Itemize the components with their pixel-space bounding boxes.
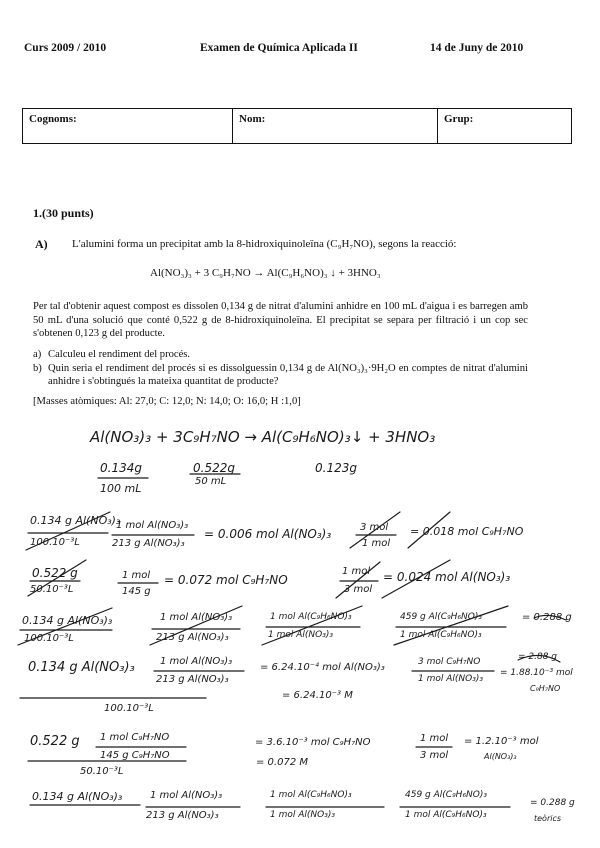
hw-r5-res2: = 1.2.10⁻³ mol [464, 736, 539, 747]
surname-field[interactable]: Cognoms: [23, 109, 233, 143]
cross-out [262, 606, 362, 645]
hw-r3-f2-den: 1 mol Al(NO₃)₃ [268, 630, 333, 640]
hw-r1-den: 100.10⁻³L [30, 537, 80, 548]
hw-r3-f3-num: 459 g Al(C₉H₆NO)₃ [400, 612, 482, 622]
hw-r3-f1-den: 213 g Al(NO₃)₃ [156, 632, 229, 643]
hw-r5-res2-b: Al(NO₃)₃ [484, 752, 517, 761]
spacer [200, 512, 270, 548]
hw-r4-f2-num: 3 mol C₉H₇NO [418, 657, 481, 667]
hw-r2-den: 50.10⁻³L [30, 584, 74, 595]
hw-r5-f1-num: 1 mol C₉H₇NO [100, 732, 170, 743]
strike-mark [534, 615, 566, 620]
hw-r3-num: 0.134 g Al(NO₃)₃ [22, 614, 113, 627]
hw-r4-side1: = 2.88 g [518, 652, 558, 662]
question-title: 1.(30 punts) [33, 206, 94, 220]
hw-r1-res: = 0.006 mol Al(NO₃)₃ [204, 527, 332, 541]
hw-r2-f2-den: 3 mol [344, 584, 373, 595]
hw-r4-f1-num: 1 mol Al(NO₃)₃ [160, 656, 233, 667]
hw-given-1-den: 100 mL [100, 482, 142, 495]
strike-mark [518, 655, 560, 662]
hw-r5-f2-num: 1 mol [420, 733, 449, 744]
hw-r5-f1-den: 145 g C₉H₇NO [100, 750, 170, 761]
hw-r4-den: 100.10⁻³L [104, 703, 154, 714]
hw-given-2-den: 50 mL [195, 476, 227, 487]
hw-r2-f1-den: 145 g [122, 586, 151, 597]
hw-r3-f2-num: 1 mol Al(C₉H₆NO)₃ [270, 612, 352, 622]
cross-out [382, 560, 450, 598]
hw-r1-res2: = 0.018 mol C₉H₇NO [410, 525, 524, 538]
hw-given-1: 0.134g [100, 461, 142, 475]
hw-r6-f2-num: 1 mol Al(C₉H₆NO)₃ [270, 790, 352, 800]
hw-r6-f2-den: 1 mol Al(NO₃)₃ [270, 810, 335, 820]
hw-given-2: 0.522g [193, 461, 235, 475]
hw-r4-f2-den: 1 mol Al(NO₃)₃ [418, 674, 483, 684]
hw-r1-f2-den: 1 mol [362, 538, 391, 549]
cross-out [350, 512, 400, 548]
problem-statement: Per tal d'obtenir aquest compost es dissolen 0,134 g de nitrat d'alumini anhidre en 100 mL d'aigua i es barregen amb 50 mL d'una solució que conté 0,522 g de 8-hidroxiquinoleïna. El precipitat se separa per filtració i un cop sec s'obtenen 0,123 g del producte. [33, 301, 528, 339]
hw-r6-f3-den: 1 mol Al(C₉H₆NO)₃ [405, 810, 487, 820]
hw-r6-f3-num: 459 g Al(C₉H₆NO)₃ [405, 790, 487, 800]
hw-r4-res: = 6.24.10⁻⁴ mol Al(NO₃)₃ [260, 662, 385, 673]
hw-r1-f1-num: 1 mol Al(NO₃)₃ [116, 520, 189, 531]
hw-r6-num: 0.134 g Al(NO₃)₃ [32, 790, 123, 803]
hw-r3-f3-den: 1 mol Al(C₉H₆NO)₃ [400, 630, 482, 640]
hw-r3-den: 100.10⁻³L [24, 633, 74, 644]
hw-r2-res2: = 0.024 mol Al(NO₃)₃ [383, 570, 511, 584]
atomic-masses: [Masses atòmiques: Al: 27,0; C: 12,0; N: 14,0; O: 16,0; H :1,0] [33, 396, 301, 407]
hw-given-3: 0.123g [315, 461, 357, 475]
hw-r4-res-b: = 6.24.10⁻³ M [282, 690, 353, 701]
name-field[interactable]: Nom: [233, 109, 438, 143]
cross-out [394, 606, 508, 645]
hw-r5-den: 50.10⁻³L [80, 766, 124, 777]
cross-out [26, 512, 110, 550]
cross-out [28, 560, 86, 596]
cross-out [408, 512, 450, 548]
cross-out [336, 562, 380, 598]
hw-r5-f2-den: 3 mol [420, 750, 449, 761]
item-text: Quin seria el rendiment del procés si es dissolguessin 0,134 g de Al(NO₃)₃·9H₂O en comptes de nitrat d'alumini anhidre i s'obtingués la mateixa quantitat de producte? [48, 362, 528, 387]
hw-r6-f1-den: 213 g Al(NO₃)₃ [146, 810, 219, 821]
hw-reaction: Al(NO₃)₃ + 3C₉H₇NO → Al(C₉H₆NO)₃↓ + 3HNO₃ [90, 428, 436, 446]
hw-r5-res: = 3.6.10⁻³ mol C₉H₇NO [255, 737, 371, 748]
hw-r5-num: 0.522 g [30, 734, 80, 749]
course-year: Curs 2009 / 2010 [24, 42, 107, 54]
hw-r2-f1-num: 1 mol [122, 570, 151, 581]
item-text: Calculeu el rendiment del procés. [48, 349, 191, 360]
hw-r4-f1-den: 213 g Al(NO₃)₃ [156, 674, 229, 685]
part-label: A) [35, 237, 48, 251]
item-label: b) [33, 362, 42, 374]
exam-title: Examen de Química Aplicada II [200, 42, 358, 54]
cross-out [18, 608, 112, 645]
hw-r3-f1-num: 1 mol Al(NO₃)₃ [160, 612, 233, 623]
hw-r1-f2-num: 3 mol [360, 522, 389, 533]
hw-r1-f1-den: 213 g Al(NO₃)₃ [112, 538, 185, 549]
hw-r6-res-b: teòrics [534, 814, 562, 823]
hw-r5-res-b: = 0.072 M [256, 757, 308, 768]
reaction-equation: Al(NO₃)₃ + 3 C₉H₇NO → Al(C₉H₆NO)₃ ↓ + 3HNO₃ [150, 267, 381, 279]
hw-r3-res: = 0.288 g [522, 612, 572, 623]
hw-r4-num: 0.134 g Al(NO₃)₃ [28, 660, 135, 675]
hw-r2-res: = 0.072 mol C₉H₇NO [164, 573, 288, 587]
cross-out [150, 606, 242, 645]
hw-r1-num: 0.134 g Al(NO₃)₃ [30, 514, 121, 527]
hw-r2-num: 0.522 g [32, 566, 78, 580]
exam-date: 14 de Juny de 2010 [430, 42, 524, 54]
hw-r4-side2: = 1.88.10⁻³ mol [500, 668, 573, 678]
item-label: a) [33, 349, 42, 360]
hw-r2-f2-num: 1 mol [342, 566, 371, 577]
hw-r4-side3: C₉H₇NO [530, 684, 561, 693]
part-intro: L'alumini forma un precipitat amb la 8-hidroxiquinoleïna (C₉H₇NO), segons la reacció: [72, 238, 457, 250]
hw-r6-res: = 0.288 g [530, 798, 575, 808]
hw-r6-f1-num: 1 mol Al(NO₃)₃ [150, 790, 223, 801]
group-field[interactable]: Grup: [444, 113, 474, 125]
